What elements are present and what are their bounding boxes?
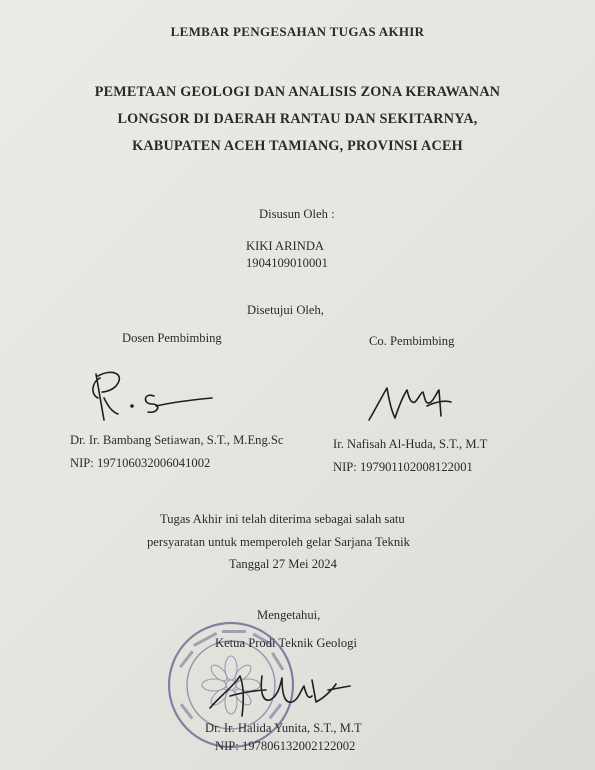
supervisor-nip: NIP: 197106032006041002	[70, 456, 211, 470]
head-of-program-role: Ketua Prodi Teknik Geologi	[215, 636, 357, 650]
acceptance-line-2: persyaratan untuk memperoleh gelar Sarjana Teknik	[147, 535, 410, 549]
author-label: Disusun Oleh :	[259, 207, 335, 221]
supervisor-signature	[78, 362, 218, 432]
document-header: LEMBAR PENGESAHAN TUGAS AKHIR	[170, 24, 425, 39]
head-of-program-signature	[200, 656, 370, 728]
known-label: Mengetahui,	[257, 608, 321, 622]
acceptance-line-1: Tugas Akhir ini telah diterima sebagai salah satu	[160, 512, 405, 526]
acceptance-date: Tanggal 27 Mei 2024	[229, 557, 337, 571]
co-supervisor-nip: NIP: 197901102008122001	[333, 460, 473, 474]
author-name: KIKI ARINDA	[246, 239, 325, 253]
supervisor-name: Dr. Ir. Bambang Setiawan, S.T., M.Eng.Sc	[70, 433, 284, 447]
approval-label: Disetujui Oleh,	[247, 303, 324, 317]
thesis-title-line-2: LONGSOR DI DAERAH RANTAU DAN SEKITARNYA,	[117, 111, 478, 127]
author-nim: 1904109010001	[246, 256, 328, 270]
thesis-title-line-3: KABUPATEN ACEH TAMIANG, PROVINSI ACEH	[132, 138, 463, 154]
head-of-program-nip: NIP: 197806132002122002	[215, 739, 356, 753]
supervisor-role: Dosen Pembimbing	[122, 331, 222, 345]
thesis-title-line-1: PEMETAAN GEOLOGI DAN ANALISIS ZONA KERAWANAN	[94, 84, 501, 100]
co-supervisor-role: Co. Pembimbing	[369, 334, 455, 348]
co-supervisor-signature	[365, 380, 455, 430]
head-of-program-name: Dr. Ir. Halida Yunita, S.T., M.T	[205, 721, 362, 735]
co-supervisor-name: Ir. Nafisah Al-Huda, S.T., M.T	[333, 437, 488, 451]
thesis-title	[0, 79, 595, 160]
